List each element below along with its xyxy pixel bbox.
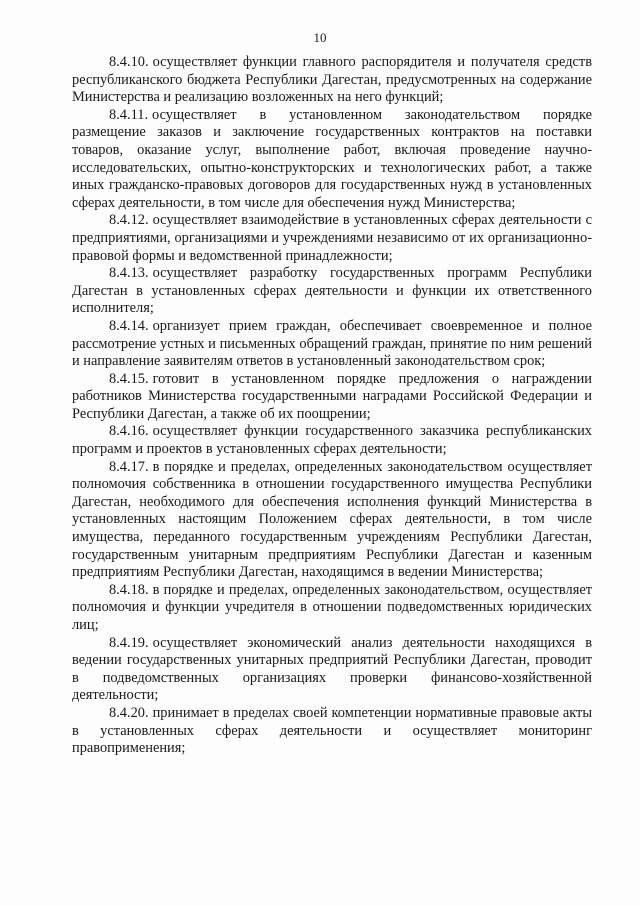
paragraph-number: 8.4.16. xyxy=(109,423,149,440)
paragraph-text: осуществляет взаимодействие в установленных сферах деятельности с предприятиями, организациями и учреждениями независимо от их организационно-правовой формы и ведомственной принадлежности; xyxy=(72,212,592,264)
page-number: 10 xyxy=(313,30,327,45)
paragraph-8-4-10 xyxy=(72,54,592,107)
paragraph-number: 8.4.11. xyxy=(109,106,149,123)
document-body xyxy=(72,54,592,758)
paragraph-number: 8.4.12. xyxy=(109,212,149,229)
paragraph-text: в порядке и пределах, определенных законодательством осуществляет полномочия собственника в отношении государственного имущества Республики Дагестан, необходимого для обеспечения исполнения функций Министерства в установленных настоящим Положением сферах деятельности, в том числе имущества, переданного государственным учреждениям Республики Дагестан, государственным унитарным предприятиям Республики Дагестан и казенным предприятиям Республики Дагестан, находящимся в ведении Министерства; xyxy=(72,458,592,581)
paragraph-8-4-11 xyxy=(72,107,592,213)
paragraph-text: организует прием граждан, обеспечивает своевременное и полное рассмотрение устных и письменных обращений граждан, принятие по ним решений и направление заявителям ответов в установленный законодательством срок; xyxy=(72,317,592,370)
paragraph-8-4-14 xyxy=(72,318,592,371)
paragraph-number: 8.4.20. xyxy=(109,704,149,721)
paragraph-8-4-12 xyxy=(72,212,592,265)
paragraph-8-4-15 xyxy=(72,371,592,424)
paragraph-8-4-18 xyxy=(72,582,592,635)
paragraph-number: 8.4.17. xyxy=(109,458,149,475)
paragraph-text: готовит в установленном порядке предложения о награждении работников Министерства государственными наградами Российской Федерации и Республики Дагестан, а также об их поощрении; xyxy=(72,370,592,422)
paragraph-text: в порядке и пределах, определенных законодательством, осуществляет полномочия и функции учредителя в отношении подведомственных юридических лиц; xyxy=(72,581,592,633)
paragraph-number: 8.4.10. xyxy=(109,54,149,70)
paragraph-text: осуществляет разработку государственных программ Республики Дагестан в установленных сферах деятельности и функции их ответственного исполнителя; xyxy=(72,265,592,317)
paragraph-8-4-16 xyxy=(72,423,592,458)
paragraph-8-4-17 xyxy=(72,459,592,582)
paragraph-text: осуществляет функции государственного заказчика республиканских программ и проектов в установленных сферах деятельности; xyxy=(72,423,592,458)
paragraph-text: принимает в пределах своей компетенции нормативные правовые акты в установленных сферах деятельности и осуществляет мониторинг правоприменения; xyxy=(72,704,592,757)
paragraph-text: осуществляет функции главного распорядителя и получателя средств республиканского бюджета Республики Дагестан, предусмотренных на содержание Министерства и реализацию возложенных на него функций; xyxy=(72,54,592,106)
paragraph-text: осуществляет экономический анализ деятельности находящихся в ведении государственных унитарных предприятий Республики Дагестан, проводит в подведомственных организациях проверки финансово-хозяйственной деятельности; xyxy=(72,634,592,704)
paragraph-8-4-13 xyxy=(72,265,592,318)
paragraph-8-4-20 xyxy=(72,705,592,758)
paragraph-number: 8.4.18. xyxy=(109,581,149,598)
paragraph-number: 8.4.19. xyxy=(109,634,149,651)
paragraph-text: осуществляет в установленном законодательством порядке размещение заказов и заключение государственных контрактов на поставки товаров, оказание услуг, выполнение работ, включая проведение научно-исследовательских, опытно-конструкторских и технологических работ, а также иных гражданско-правовых договоров для государственных нужд в установленных сферах деятельности, в том числе для обеспечения нужд Министерства; xyxy=(72,106,592,211)
paragraph-number: 8.4.13. xyxy=(109,265,149,282)
paragraph-number: 8.4.15. xyxy=(109,370,149,387)
paragraph-number: 8.4.14. xyxy=(109,317,149,334)
paragraph-8-4-19 xyxy=(72,635,592,705)
